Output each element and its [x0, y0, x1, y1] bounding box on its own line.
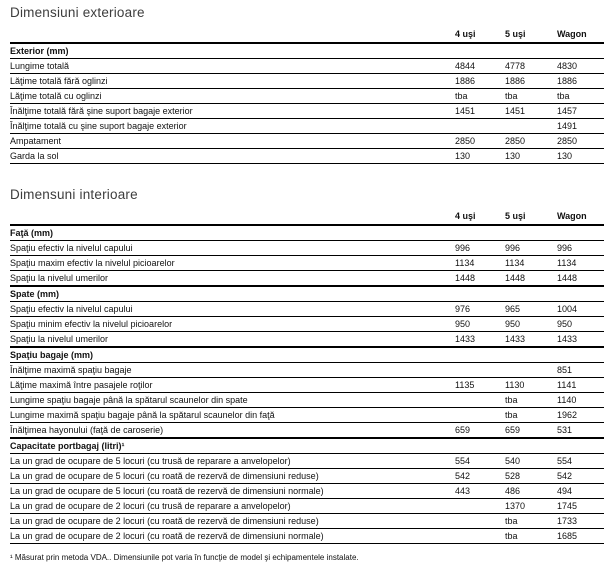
row-label: Lungime totală	[10, 59, 455, 74]
spec-row	[10, 363, 604, 378]
value-cell: 1134	[455, 256, 505, 271]
value-cell: 1448	[505, 271, 557, 287]
value-cell: 1457	[557, 104, 604, 119]
row-label: Spaţiu la nivelul umerilor	[10, 332, 455, 348]
spec-row	[10, 59, 604, 74]
value-cell: 1886	[557, 74, 604, 89]
row-label: Lungime maximă spaţiu bagaje până la spătarul scaunelor din faţă	[10, 408, 455, 423]
value-cell: 1733	[557, 514, 604, 529]
value-cell: 1140	[557, 393, 604, 408]
value-cell: 1134	[557, 256, 604, 271]
column-header-4-doors: 4 uşi	[455, 20, 505, 43]
corner-cell	[10, 202, 455, 225]
value-cell	[455, 514, 505, 529]
row-label: Lungime spaţiu bagaje până la spătarul scaunelor din spate	[10, 393, 455, 408]
value-cell: 1134	[505, 256, 557, 271]
value-cell: 1886	[455, 74, 505, 89]
row-label: Lăţime totală cu oglinzi	[10, 89, 455, 104]
spec-row	[10, 241, 604, 256]
value-cell: 554	[557, 454, 604, 469]
value-cell: 4844	[455, 59, 505, 74]
row-label: La un grad de ocupare de 5 locuri (cu roată de rezervă de dimensiuni normale)	[10, 484, 455, 499]
value-cell: 130	[557, 149, 604, 164]
spec-row	[10, 119, 604, 134]
spec-row	[10, 378, 604, 393]
corner-cell	[10, 20, 455, 43]
value-cell: tba	[505, 408, 557, 423]
value-cell: 554	[455, 454, 505, 469]
row-label: Lăţime totală fără oglinzi	[10, 74, 455, 89]
row-label: Înălţime totală fără şine suport bagaje exterior	[10, 104, 455, 119]
value-cell: 531	[557, 423, 604, 439]
value-cell	[455, 529, 505, 544]
row-label: La un grad de ocupare de 2 locuri (cu roată de rezervă de dimensiuni reduse)	[10, 514, 455, 529]
measurement-footnote: ¹ Măsurat prin metoda VDA.. Dimensiunile pot varia în funcţie de model şi echipamentele instalate.	[10, 553, 359, 562]
value-cell: 1745	[557, 499, 604, 514]
value-cell: 1433	[455, 332, 505, 348]
value-cell: 130	[505, 149, 557, 164]
row-label: La un grad de ocupare de 5 locuri (cu trusă de reparare a anvelopelor)	[10, 454, 455, 469]
value-cell	[455, 225, 505, 241]
spec-row	[10, 74, 604, 89]
row-label: Spaţiu la nivelul umerilor	[10, 271, 455, 287]
section-header-row	[10, 347, 604, 363]
row-label: Înălţime totală cu şine suport bagaje exterior	[10, 119, 455, 134]
value-cell: 1130	[505, 378, 557, 393]
value-cell: 540	[505, 454, 557, 469]
value-cell	[455, 363, 505, 378]
spec-row	[10, 469, 604, 484]
value-cell	[455, 119, 505, 134]
value-cell: tba	[455, 89, 505, 104]
value-cell: tba	[505, 529, 557, 544]
value-cell: 4778	[505, 59, 557, 74]
value-cell: 851	[557, 363, 604, 378]
value-cell: tba	[505, 514, 557, 529]
row-label: Spaţiu minim efectiv la nivelul picioarelor	[10, 317, 455, 332]
value-cell	[505, 347, 557, 363]
value-cell: 130	[455, 149, 505, 164]
spec-row	[10, 104, 604, 119]
spec-row	[10, 256, 604, 271]
spec-row	[10, 499, 604, 514]
spec-row	[10, 332, 604, 348]
value-cell: 659	[455, 423, 505, 439]
interior-dimensions-table	[10, 202, 604, 544]
row-label: La un grad de ocupare de 2 locuri (cu roată de rezervă de dimensiuni normale)	[10, 529, 455, 544]
column-header-row	[10, 20, 604, 43]
value-cell	[557, 43, 604, 59]
value-cell: 486	[505, 484, 557, 499]
value-cell: 1448	[455, 271, 505, 287]
value-cell: 659	[505, 423, 557, 439]
spec-row	[10, 423, 604, 439]
value-cell	[455, 43, 505, 59]
value-cell: 528	[505, 469, 557, 484]
row-label: Înălţime maximă spaţiu bagaje	[10, 363, 455, 378]
column-header-row	[10, 202, 604, 225]
value-cell: 996	[455, 241, 505, 256]
value-cell: 950	[505, 317, 557, 332]
row-label: Garda la sol	[10, 149, 455, 164]
value-cell: 2850	[557, 134, 604, 149]
exterior-dimensions-table	[10, 20, 604, 164]
value-cell: 2850	[505, 134, 557, 149]
value-cell: 2850	[455, 134, 505, 149]
value-cell: tba	[505, 393, 557, 408]
value-cell: 1962	[557, 408, 604, 423]
value-cell: 976	[455, 302, 505, 317]
row-label: Lăţime maximă între pasajele roţilor	[10, 378, 455, 393]
value-cell	[455, 393, 505, 408]
value-cell	[505, 43, 557, 59]
spec-row	[10, 134, 604, 149]
value-cell: 1448	[557, 271, 604, 287]
value-cell: 443	[455, 484, 505, 499]
spec-row	[10, 302, 604, 317]
value-cell	[505, 286, 557, 302]
interior-dimensions-title: Dimensuni interioare	[10, 187, 138, 202]
section-header-row	[10, 286, 604, 302]
row-label: La un grad de ocupare de 2 locuri (cu trusă de reparare a anvelopelor)	[10, 499, 455, 514]
row-label: Faţă (mm)	[10, 225, 455, 241]
section-header-row	[10, 43, 604, 59]
value-cell: 1451	[505, 104, 557, 119]
value-cell: 1370	[505, 499, 557, 514]
row-label: Spaţiu bagaje (mm)	[10, 347, 455, 363]
exterior-dimensions-title: Dimensiuni exterioare	[10, 5, 145, 20]
value-cell	[505, 438, 557, 454]
column-header-wagon: Wagon	[557, 202, 604, 225]
spec-row	[10, 271, 604, 287]
value-cell	[557, 438, 604, 454]
value-cell: 1004	[557, 302, 604, 317]
value-cell: tba	[557, 89, 604, 104]
row-label: Spaţiu efectiv la nivelul capului	[10, 302, 455, 317]
value-cell: 950	[557, 317, 604, 332]
value-cell: tba	[505, 89, 557, 104]
value-cell: 1135	[455, 378, 505, 393]
spec-row	[10, 484, 604, 499]
row-label: Exterior (mm)	[10, 43, 455, 59]
spec-row	[10, 89, 604, 104]
column-header-5-doors: 5 uşi	[505, 202, 557, 225]
value-cell: 950	[455, 317, 505, 332]
row-label: Capacitate portbagaj (litri)¹	[10, 438, 455, 454]
row-label: Ampatament	[10, 134, 455, 149]
value-cell	[557, 286, 604, 302]
value-cell	[505, 225, 557, 241]
row-label: Spaţiu efectiv la nivelul capului	[10, 241, 455, 256]
value-cell	[455, 286, 505, 302]
value-cell: 965	[505, 302, 557, 317]
value-cell: 1491	[557, 119, 604, 134]
column-header-5-doors: 5 uşi	[505, 20, 557, 43]
spec-row	[10, 454, 604, 469]
spec-row	[10, 514, 604, 529]
value-cell: 4830	[557, 59, 604, 74]
value-cell: 1141	[557, 378, 604, 393]
value-cell	[557, 225, 604, 241]
row-label: Spaţiu maxim efectiv la nivelul picioarelor	[10, 256, 455, 271]
spec-row	[10, 529, 604, 544]
row-label: Spate (mm)	[10, 286, 455, 302]
value-cell: 1886	[505, 74, 557, 89]
value-cell: 1433	[505, 332, 557, 348]
value-cell	[505, 363, 557, 378]
value-cell: 1685	[557, 529, 604, 544]
value-cell	[455, 438, 505, 454]
spec-row	[10, 149, 604, 164]
value-cell	[455, 347, 505, 363]
value-cell	[557, 347, 604, 363]
value-cell: 1433	[557, 332, 604, 348]
value-cell: 542	[557, 469, 604, 484]
row-label: La un grad de ocupare de 5 locuri (cu roată de rezervă de dimensiuni reduse)	[10, 469, 455, 484]
row-label: Înălţimea hayonului (faţă de caroserie)	[10, 423, 455, 439]
section-header-row	[10, 225, 604, 241]
column-header-wagon: Wagon	[557, 20, 604, 43]
spec-row	[10, 408, 604, 423]
column-header-4-doors: 4 uşi	[455, 202, 505, 225]
value-cell: 1451	[455, 104, 505, 119]
section-header-row	[10, 438, 604, 454]
value-cell	[505, 119, 557, 134]
spec-row	[10, 317, 604, 332]
value-cell	[455, 408, 505, 423]
value-cell: 542	[455, 469, 505, 484]
value-cell: 996	[505, 241, 557, 256]
value-cell: 494	[557, 484, 604, 499]
spec-row	[10, 393, 604, 408]
value-cell	[455, 499, 505, 514]
value-cell: 996	[557, 241, 604, 256]
